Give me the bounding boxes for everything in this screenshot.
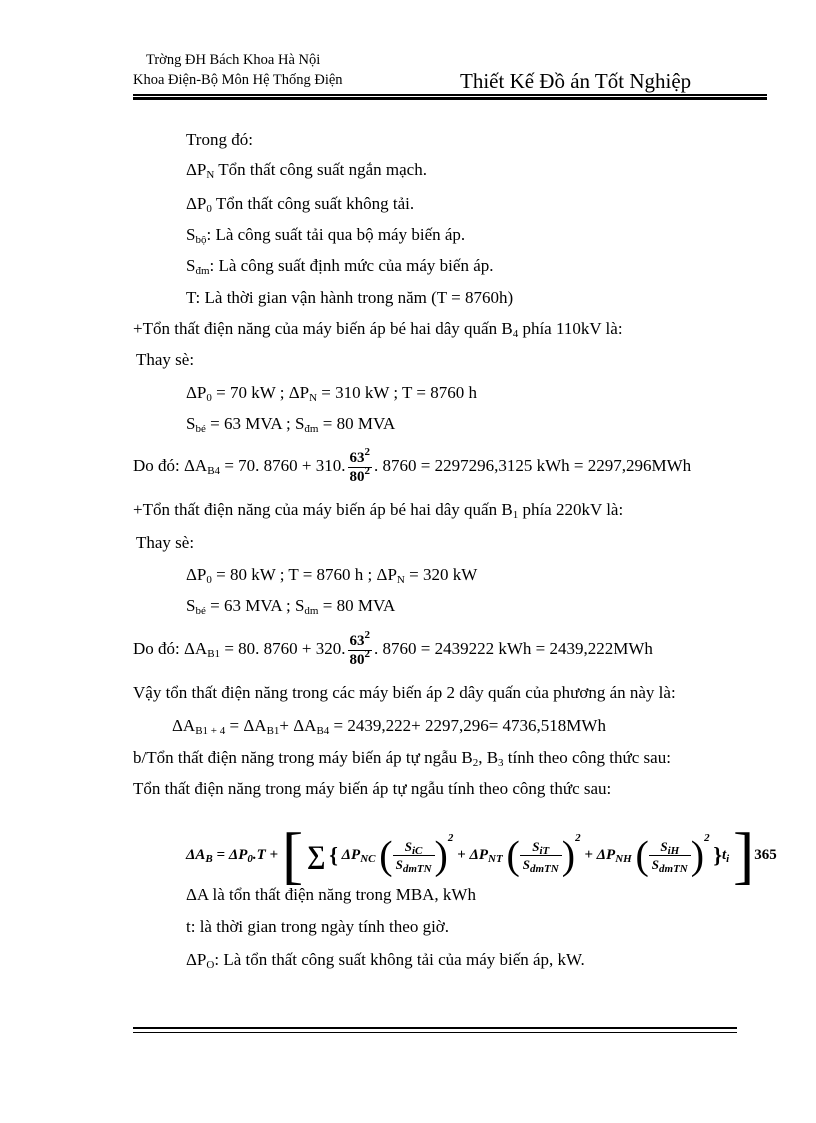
def-s-bo: $S_{bộ}$: Là công suất tải qua bộ máy biến áp. <box>186 225 466 246</box>
footer-rule-top <box>133 1027 737 1029</box>
fraction-b1: $\frac{63^2}{80^2}$ <box>349 628 370 668</box>
heading-b1: +Tổn thất điện năng của máy biến áp bé hai dây quấn $B_1$ phía 220kV là: <box>133 500 624 521</box>
header-doc-title: Thiết Kế Đồ án Tốt Nghiệp <box>460 69 692 93</box>
heading-b4: +Tổn thất điện năng của máy biến áp bé hai dây quấn $B_4$ phía 110kV là: <box>133 319 623 340</box>
text-autotransformer-formula-intro: Tổn thất điện năng trong máy biến áp tự ngẫu tính theo công thức sau: <box>133 779 612 798</box>
values-b1-power: $\Delta P_0 = 80$ kW ; T = 8760 h ; $\Delta P_N = 320$ kW <box>186 565 478 586</box>
fraction-b4: $\frac{63^2}{80^2}$ <box>349 445 370 485</box>
def-delta-pn: $\Delta P_N$ Tổn thất công suất ngắn mạch. <box>186 160 427 181</box>
values-b1-s: $S_{bé} = 63$ MVA ; $S_{dm} = 80$ MVA <box>186 596 396 617</box>
text-trong-do: Trong đó: <box>186 130 253 149</box>
result-b4: Do đó: $\Delta A_{B4} = 70$. 8760 + 310. $\frac{63^2}{80^2}$ . 8760 = 2297296,3125 kWh = 2297,296MWh <box>133 445 692 485</box>
header-school: Trờng ĐH Bách Khoa Hà Nội <box>146 52 321 68</box>
result-sum-b14: $\Delta A_{B1 + 4} = \Delta A_{B1}+ \Delta A_{B4} = 2439,222+ 2297,296= 4736,518MWh$ <box>172 716 606 737</box>
header-rule-thin <box>133 94 767 96</box>
text-thay-se-1: Thay sè: <box>136 350 195 369</box>
text-summary-2-winding: Vậy tổn thất điện năng trong các máy biến áp 2 dây quấn của phương án này là: <box>133 683 676 702</box>
text-thay-se-2: Thay sè: <box>136 533 195 552</box>
def-t-hours: t: là thời gian trong ngày tính theo giờ. <box>186 917 450 936</box>
values-b4-power: $\Delta P_0 = 70$ kW ; $\Delta P_N = 310$ kW ; T = 8760 h <box>186 383 477 404</box>
def-delta-p0: $\Delta P_0$ Tổn thất công suất không tải. <box>186 194 415 215</box>
formula-autotransformer-loss: $\Delta A_B = \Delta P_0.T$ + [ ∑ { $\Delta P_{NC}$ ( $\frac{S_{iC}}{S_{dmTN}}$ )$^2 + \Delta P_{NT}$ ( $\frac{S_{iT}}{S_{dmTN}}$ )$^2 + \Delta P_{NH}$ ( $\frac{S_{iH}}{S_{dmTN}}$ )$^2$ }$t_i$ ]365 <box>186 819 777 891</box>
def-t: T: Là thời gian vận hành trong năm (T = 8760h) <box>186 288 514 307</box>
def-delta-po: $\Delta P_O$: Là tổn thất công suất không tải của máy biến áp, kW. <box>186 950 585 971</box>
header-department: Khoa Điện-Bộ Môn Hệ Thống Điện <box>133 72 343 88</box>
def-s-dm: $S_{đm}$: Là công suất định mức của máy biến áp. <box>186 256 494 277</box>
footer-rule-bottom <box>133 1032 737 1033</box>
heading-autotransformer: b/Tổn thất điện năng trong máy biến áp tự ngẫu $B_2$, $B_3$ tính theo công thức sau: <box>133 748 671 769</box>
def-delta-a: ΔA là tổn thất điện năng trong MBA, kWh <box>186 885 476 904</box>
values-b4-s: $S_{bé} = 63$ MVA ; $S_{đm} = 80$ MVA <box>186 414 396 435</box>
result-b1: Do đó: $\Delta A_{B1} = 80$. 8760 + 320. $\frac{63^2}{80^2}$ . 8760 = 2439222 kWh = 2439,222MWh <box>133 628 653 668</box>
header-rule-thick <box>133 97 767 100</box>
